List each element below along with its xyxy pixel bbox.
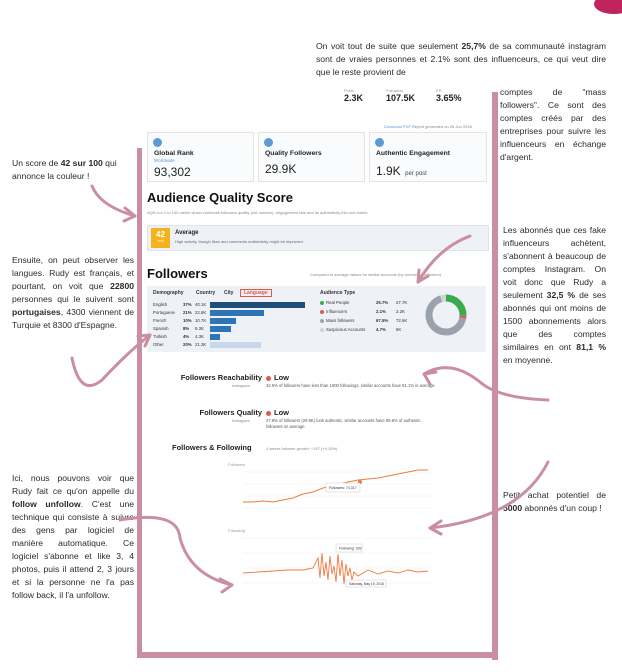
aqs-title: Audience Quality Score	[147, 190, 293, 205]
language-name: Spanish	[153, 326, 169, 331]
arrow-follow-head	[220, 579, 232, 592]
top-text-3: comptes de "mass followers". Ce sont des comptes créés par des entreprises pour suivre les influenceurs en échange d'argent.	[500, 87, 606, 162]
quality-value: Low	[266, 408, 289, 417]
follow-unfollow-annotation: Ici, nous pouvons voir que Rudy fait ce qu'on appelle du follow unfollow. C'est une technique qui consiste à suivre des gens par logiciel de manière automatique. Ce logiciel s'abonne et like 3, 4 photos, puis il attend 2, 3 jours et si la personne ne l'a pas follow back, il l'a unfollow.	[12, 473, 134, 600]
followers-compare-note: Compared to average values for similar accounts (by number of followers)	[310, 272, 441, 277]
followers-tooltip-text: Followers: 74,317	[329, 486, 357, 490]
arrow-fake	[418, 236, 470, 282]
tab-country[interactable]: Country	[196, 290, 216, 296]
reachability-description: 32.5% of followers have less than 1500 followings, similar accounts have 81.1% in average	[266, 383, 435, 388]
score-value: 42 sur 100	[60, 158, 103, 168]
tab-language[interactable]: Language	[240, 289, 272, 297]
audience-type-pct: 2.1%	[376, 309, 386, 314]
quality-description: 27.8% of followers (29.9K) look authentic, similar accounts have 69.6% of authentic followers on average	[266, 418, 421, 429]
arrow-reachability	[424, 368, 548, 400]
quality-followers-card: Quality Followers 29.9K	[258, 132, 365, 182]
language-name: Other	[153, 342, 164, 347]
language-count: 8.3K	[195, 326, 204, 331]
audience-type-count: 72.6K	[396, 318, 408, 323]
language-pct: 4%	[183, 334, 190, 339]
download-pdf-link[interactable]: Download PDF	[384, 124, 411, 129]
report-date: Report generated on 28 Jun 2018	[412, 124, 472, 129]
ff-title: Followers & Following	[172, 443, 252, 452]
language-name: French	[153, 318, 167, 323]
audience-type-title: Audience Type	[320, 290, 356, 296]
audience-type-name: Influencers	[326, 309, 348, 314]
language-name: Portuguese	[153, 310, 175, 315]
aqs-badge: 42 /100	[151, 228, 170, 248]
top-text-1: On voit tout de suite que seulement	[316, 41, 458, 51]
stat-er: ER 3.65%	[436, 88, 462, 103]
followers-title: Followers	[147, 266, 208, 281]
stat-posts: Posts 2.3K	[344, 88, 364, 103]
language-count: 10.7K	[195, 318, 207, 323]
score-annotation: Un score de 42 sur 100 qui annonce la couleur !	[12, 158, 117, 181]
reachability-value: Low	[266, 373, 289, 382]
global-rank-card: Global Rank Worldwide 93,302	[147, 132, 254, 182]
following-chart-label: Following	[228, 528, 245, 533]
reachability-title: Followers Reachability	[180, 373, 262, 382]
language-pct: 20%	[183, 342, 192, 347]
language-pct: 10%	[183, 318, 192, 323]
audience-type-name: Suspicious Accounts	[326, 327, 366, 332]
audience-type-count: 27.7K	[396, 300, 408, 305]
audience-type-pct: 4.7%	[376, 327, 386, 332]
arrow-language	[72, 335, 150, 386]
language-annotation: Ensuite, on peut observer les langues. Rudy est français, et pourtant, on voit que 22800 personnes qui le suivent sont portugaises, 4300 viennent de Turquie et 8300 d'Espagne.	[12, 255, 135, 330]
followers-chart-label: Followers	[228, 462, 246, 467]
language-pct: 37%	[183, 302, 192, 307]
language-name: Turkish	[153, 334, 167, 339]
arrow-purchase	[430, 462, 548, 528]
aqs-rating: Average	[175, 230, 199, 236]
tab-city[interactable]: City	[224, 290, 234, 296]
arrow-follow	[120, 517, 232, 585]
audience-type-pct: 25.7%	[376, 300, 389, 305]
authentic-engagement-card: Authentic Engagement 1.9K per post	[369, 132, 487, 182]
language-pct: 8%	[183, 326, 190, 331]
top-pct: 25,7%	[461, 41, 486, 51]
audience-type-pct: 67.5%	[376, 318, 389, 323]
audience-type-name: Mass followers	[326, 318, 355, 323]
language-count: 21.3K	[195, 342, 207, 347]
following-tooltip-text: Following: 292	[339, 546, 362, 551]
tab-demography[interactable]: Demography	[153, 290, 184, 296]
language-pct: 21%	[183, 310, 192, 315]
language-name: English	[153, 302, 168, 307]
language-count: 22.8K	[195, 310, 207, 315]
stat-followers: Followers 107.5K	[386, 88, 416, 103]
arrow-reachability-head	[424, 372, 436, 384]
aqs-note: High activity, though likes and comments authenticity might be improved.	[175, 239, 304, 244]
reachability-sub: Instagram	[232, 383, 250, 388]
audience-type-count: 2.2K	[396, 309, 405, 314]
date-tooltip-text: Saturday, May 19, 2018	[349, 582, 384, 586]
top-text-2: de sa communauté instagram sont de vraies personnes et 2.1% sont des influenceurs, ce qui veut dire que le reste provient de	[316, 41, 607, 77]
quality-sub: Instagram	[232, 418, 250, 423]
aqs-description: AQS is a 1 to 100 metric which combines followers quality (not number), engagement rate and its authenticity into one metric	[147, 210, 368, 215]
language-count: 4.3K	[195, 334, 204, 339]
audience-type-count: 5K	[396, 327, 402, 332]
audience-type-name: Real People	[326, 300, 350, 305]
fake-followers-annotation: Les abonnés que ces fake influenceurs achètent, s'abonnent à beaucoup de comptes Instagram. On voit donc que Rudy a seulement 32,5 % de ses abonnés qui ont moins de 1500 abonnements alors que des comptes similaires en ont 81,1 % en moyenne.	[503, 225, 606, 365]
purchase-annotation: Petit achat potentiel de 5000 abonnés d'un coup !	[503, 490, 606, 513]
language-count: 40.1K	[195, 302, 207, 307]
ff-description: 4 weeks follower growth: +157 (+0.15%)	[266, 446, 338, 451]
quality-title: Followers Quality	[199, 408, 262, 417]
